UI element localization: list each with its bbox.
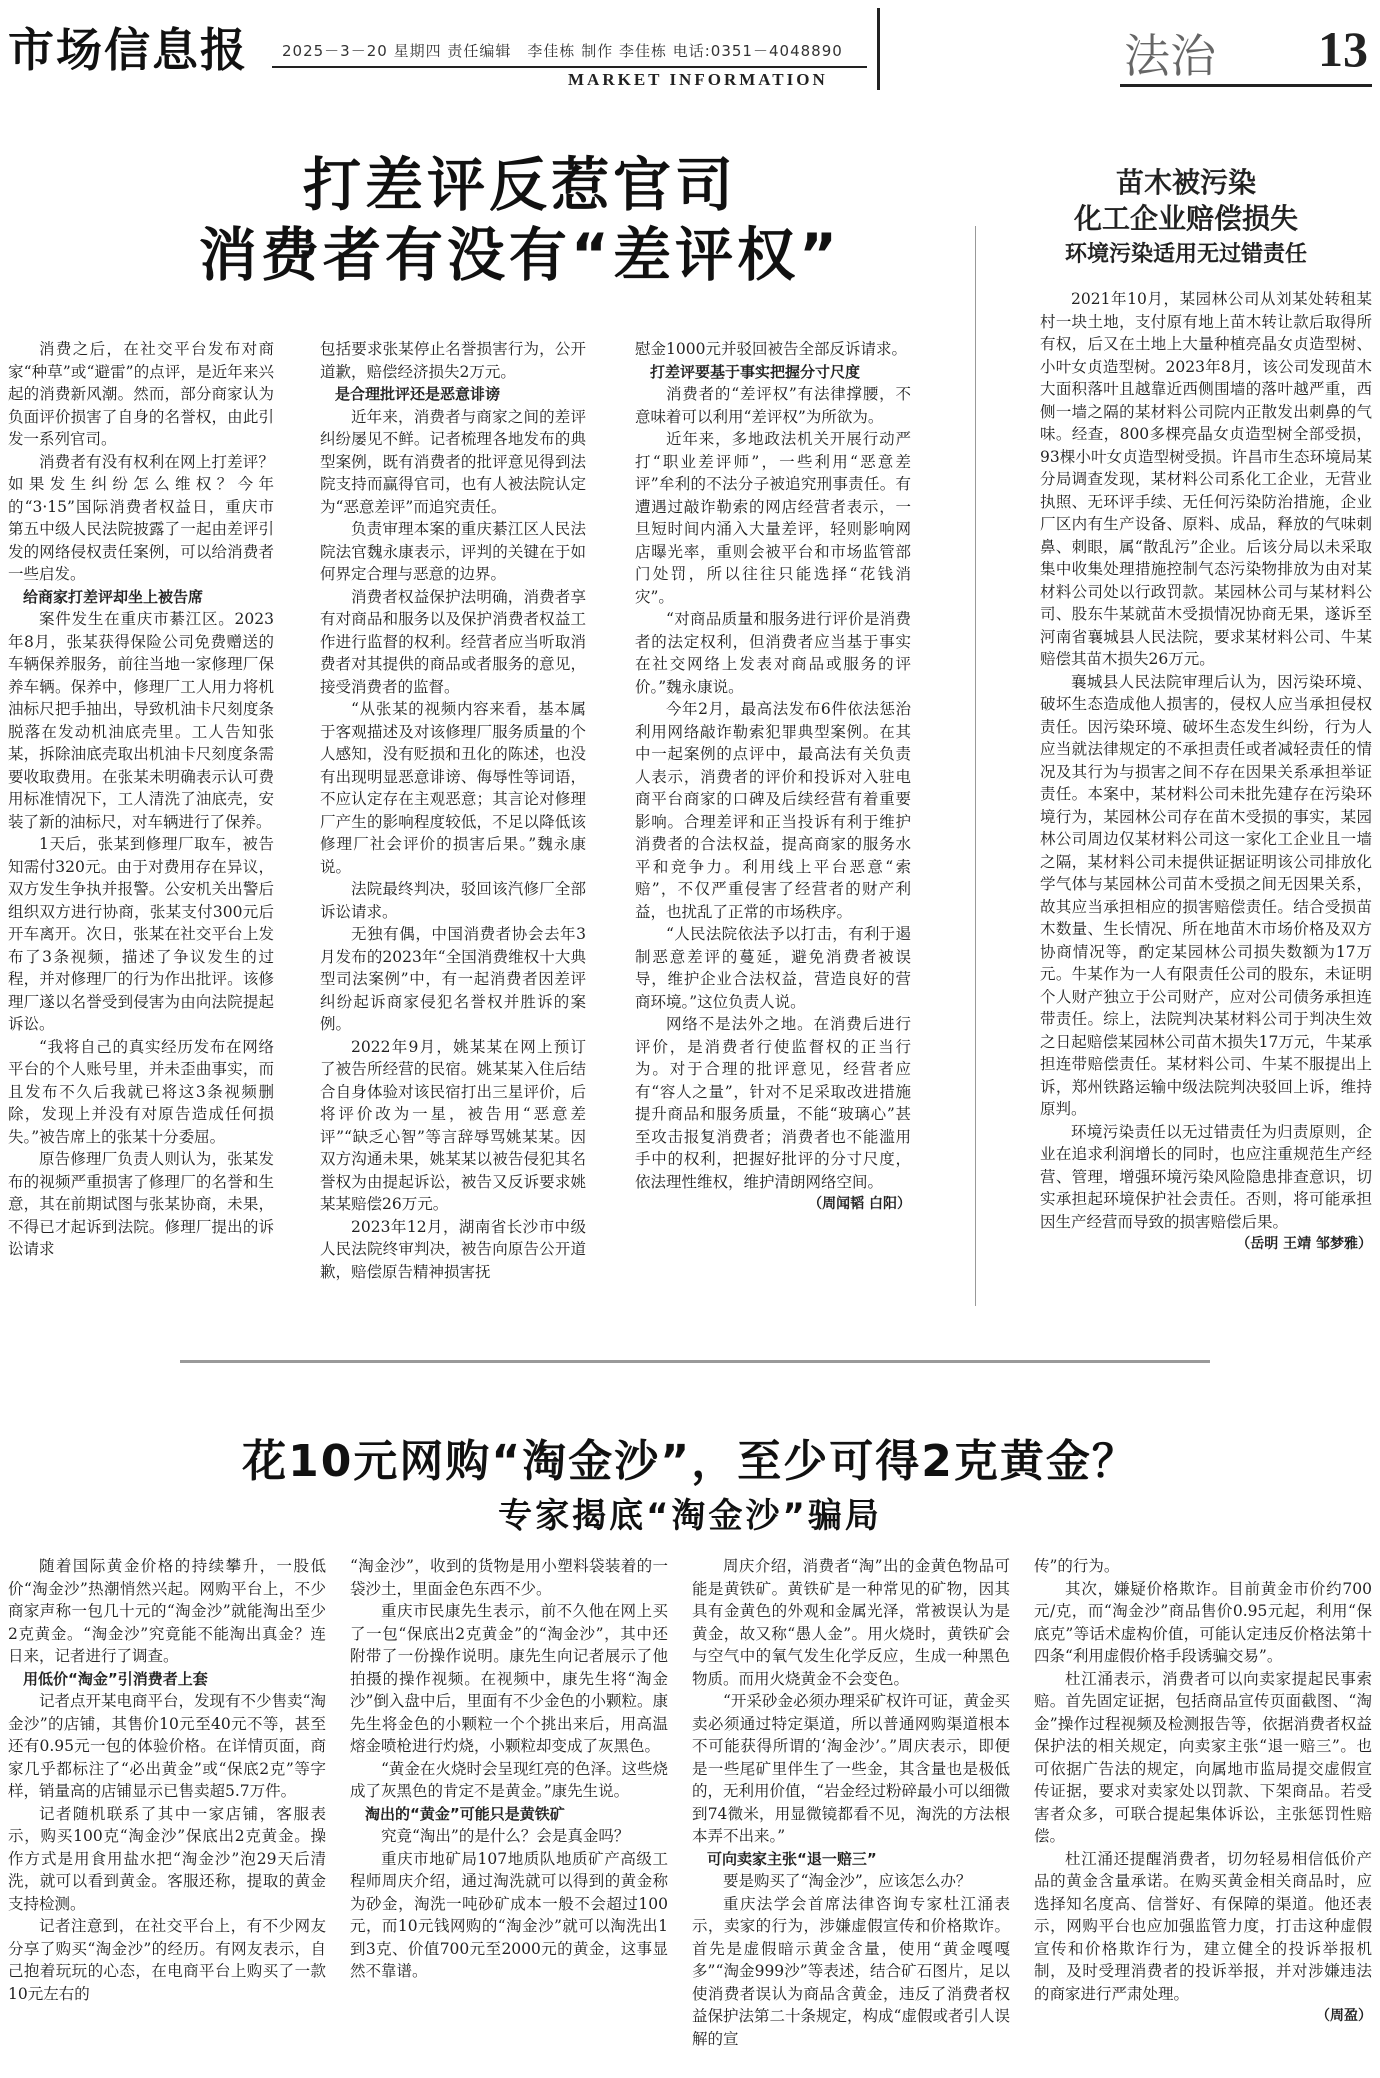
article2-subtitle: 专家揭底“淘金沙”骗局 xyxy=(498,1496,882,1536)
newspaper-logo: 市场信息报 xyxy=(8,23,248,77)
article1-title-line2: 消费者有没有“差评权” xyxy=(198,221,842,289)
paragraph: 重庆市民康先生表示，前不久他在网上买了一包“保底出2克黄金”的“淘金沙”，其中还附带了一份操作说明。康先生向记者展示了他拍摄的操作视频。在视频中，康先生将“淘金沙”倒入盘中后，里面有不少金色的小颗粒。康先生将金色的小颗粒一个个挑出来后，用高温熔金喷枪进行灼烧，小颗粒却变成了灰黑色。 xyxy=(350,1602,668,1755)
paragraph: 杜江涌还提醒消费者，切勿轻易相信低价产品的黄金含量承诺。在购买黄金相关商品时，应选择知名度高、信誉好、有保障的渠道。他还表示，网购平台也应加强监管力度，打击这种虚假宣传和价格欺诈行为，建立健全的投诉举报机制，及时受理消费者的投诉举报，并对涉嫌违法的商家进行严肃处理。 xyxy=(1034,1849,1372,2003)
sidebar-subtitle: 环境污染适用无过错责任 xyxy=(1064,242,1307,267)
paragraph: 记者注意到，在社交平台上，有不少网友分享了购买“淘金沙”的经历。有网友表示，自己抱着玩玩的心态，在电商平台上购买了一款10元左右的 xyxy=(8,1917,326,2003)
issue-date: 2025－3－20 xyxy=(282,42,388,60)
paragraph: 负责审理本案的重庆綦江区人民法院法官魏永康表示，评判的关键在于如何界定合理与恶意的边界。 xyxy=(320,520,586,583)
paragraph: 其次，嫌疑价格欺诈。目前黄金市价约700元/克，而“淘金沙”商品售价0.95元起，利用“保底克”等话术虚构价值，可能认定违反价格法第十四条“利用虚假价格手段诱骗交易”。 xyxy=(1034,1579,1372,1665)
paragraph: 近年来，消费者与商家之间的差评纠纷屡见不鲜。记者梳理各地发布的典型案例，既有消费者的批评意见得到法院支持而赢得官司，也有人被法院认定为“恶意差评”而追究责任。 xyxy=(320,407,586,516)
phone-number: 电话:0351－4048890 xyxy=(672,42,843,60)
sidebar-divider xyxy=(975,226,976,1306)
paragraph: 近年来，多地政法机关开展行动严打“职业差评师”，一些利用“恶意差评”牟利的不法分子被追究刑事责任。有遭遇过敲诈勒索的网店经营者表示，一旦短时间内涌入大量差评，轻则影响网店曝光率，重则会被平台和市场监管部门处罚，所以往往只能选择“花钱消灾”。 xyxy=(635,430,911,606)
paragraph: 周庆介绍，消费者“淘”出的金黄色物品可能是黄铁矿。黄铁矿是一种常见的矿物，因其具有金黄色的外观和金属光泽，常被误认为是黄金，故又称“愚人金”。用火烧时，黄铁矿会与空气中的氧气发生化学反应，生成一种黑色物质。而用火烧黄金不会变色。 xyxy=(692,1557,1010,1688)
paragraph: “开采砂金必须办理采矿权许可证，黄金买卖必须通过特定渠道，所以普通网购渠道根本不可能获得所谓的‘淘金沙’。”周庆表示，即便是一些尾矿里伴生了一些金，其含量也是极低的，无利用价值，“岩金经过粉碎最小可以细微到74微米，用显微镜都看不见，淘洗的方法根本弄不出来。” xyxy=(692,1692,1010,1845)
section-separator xyxy=(180,1360,1210,1363)
article2-column-4 xyxy=(1034,1555,1372,2070)
masthead-divider xyxy=(877,8,880,90)
paragraph: “从张某的视频内容来看，基本属于客观描述及对该修理厂服务质量的个人感知，没有贬损和丑化的陈述，也没有出现明显恶意诽谤、侮辱性等词语，不应认定存在主观恶意；其言论对修理厂产生的影响程度较低，不足以降低该修理厂社会评价的损害后果。”魏永康说。 xyxy=(320,700,586,876)
producer-credit: 制作 李佳栋 xyxy=(581,42,667,60)
issue-weekday: 星期四 xyxy=(393,42,442,60)
subheading: 给商家打差评却坐上被告席 xyxy=(23,587,204,606)
editor-credit: 责任编辑 李佳栋 xyxy=(447,42,576,60)
paragraph: “淘金沙”，收到的货物是用小塑料袋装着的一袋沙土，里面金色东西不少。 xyxy=(350,1557,668,1598)
paragraph: 究竟“淘出”的是什么？会是真金吗？ xyxy=(381,1827,630,1845)
paragraph: 网络不是法外之地。在消费后进行评价，是消费者行使监督权的正当行为。对于合理的批评意见，经营者应有“容人之量”，针对不足采取改进措施提升商品和服务质量，不能“玻璃心”甚至攻击报复消费者；消费者也不能滥用手中的权利，把握好批评的分寸尺度，依法理性维权，维护清朗网络空间。 xyxy=(635,1015,911,1191)
byline: （周闻韬 白阳） xyxy=(808,1196,911,1212)
paragraph: 1天后，张某到修理厂取车，被告知需付320元。由于对费用存在异议，双方发生争执并报警。公安机关出警后组织双方进行协商，张某支付300元后开车离开。次日，张某在社交平台上发布了3条视频，描述了争议发生的过程，并对修理厂的行为作出批评。该修理厂遂以名誉受到侵害为由向法院提起诉讼。 xyxy=(8,835,274,1033)
paragraph: 记者随机联系了其中一家店铺，客服表示，购买100克“淘金沙”保底出2克黄金。操作方式是用食用盐水把“淘金沙”泡29天后清洗，就可以看到黄金。客服还称，提取的黄金支持检测。 xyxy=(8,1804,326,1913)
paragraph: 无独有偶，中国消费者协会去年3月发布的2023年“全国消费维权十大典型司法案例”中，有一起消费者因差评纠纷起诉商家侵犯名誉权并胜诉的案例。 xyxy=(320,925,586,1033)
section-name: 法治 xyxy=(1124,29,1216,83)
article1-column-2 xyxy=(320,338,586,1303)
paragraph: 襄城县人民法院审理后认为，因污染环境、破坏生态造成他人损害的，侵权人应当承担侵权责任。因污染环境、破坏生态发生纠纷，行为人应当就法律规定的不承担责任或者减轻责任的情况及其行为与损害之间不存在因果关系承担举证责任。本案中，某材料公司未批先建存在污染环境行为，某园林公司存在苗木受损的事实，某园林公司周边仅某材料公司这一家化工企业且一墙之隔，某材料公司未提供证据证明该公司排放化学气体与某园林公司苗木受损之间无因果关系，故其应当承担相应的损害赔偿责任。结合受损苗木数量、生长情况、所在地苗木市场价格及双方协商情况等，酌定某园林公司损失数额为17万元。牛某作为一人有限责任公司的股东，未证明个人财产独立于公司财产，应对公司债务承担连带责任。综上，法院判决某材料公司于判决生效之日起赔偿某园林公司苗木损失17万元，牛某承担连带赔偿责任。某材料公司、牛某不服提出上诉，郑州铁路运输中级法院判决驳回上诉，维持原判。 xyxy=(1040,672,1372,1118)
paragraph: 法院最终判决，驳回该汽修厂全部诉讼请求。 xyxy=(320,880,586,921)
subheading: 打差评要基于事实把握分寸尺度 xyxy=(650,362,861,381)
paragraph: 案件发生在重庆市綦江区。2023年8月，张某获得保险公司免费赠送的车辆保养服务，前往当地一家修理厂保养车辆。保养中，修理厂工人用力将机油标尺把手抽出，导致机油卡尺刻度条脱落在发动机油底壳里。工人告知张某，拆除油底壳取出机油卡尺刻度条需要收取费用。在张某未明确表示认可费用标准情况下，工人清洗了油底壳，安装了新的油标尺，对车辆进行了保养。 xyxy=(8,610,274,831)
article1-column-1 xyxy=(8,338,274,1303)
paragraph: 今年2月，最高法发布6件依法惩治利用网络敲诈勒索犯罪典型案例。在其中一起案例的点评中，最高法有关负责人表示，消费者的评价和投诉对入驻电商平台商家的口碑及后续经营有着重要影响。合理差评和正当投诉有利于维护消费者的合法权益，提高商家的服务水平和竞争力。利用线上平台恶意“索赔”，不仅严重侵害了经营者的财产利益，也扰乱了正常的市场秩序。 xyxy=(635,700,911,921)
article2-column-3 xyxy=(692,1555,1010,2070)
byline: （周盈） xyxy=(1316,2008,1372,2024)
paragraph: 重庆市地矿局107地质队地质矿产高级工程师周庆介绍，通过淘洗就可以得到的黄金称为砂金，淘洗一吨砂矿成本一般不会超过100元，而10元钱网购的“淘金沙”就可以淘洗出1到3克、价值700元至2000元的黄金，这事显然不靠谱。 xyxy=(350,1849,668,1980)
paragraph: “人民法院依法予以打击，有利于遏制恶意差评的蔓延，避免消费者被误导，维护企业合法权益，营造良好的营商环境。”这位负责人说。 xyxy=(635,925,911,1011)
article1-column-3 xyxy=(635,338,911,1303)
paragraph: 消费者有没有权利在网上打差评？如果发生纠纷怎么维权？今年的“3·15”国际消费者权益日，重庆市第五中级人民法院披露了一起由差评引发的网络侵权责任案例，可以给消费者一些启发。 xyxy=(8,452,274,583)
sidebar-title-line1: 苗木被污染 xyxy=(1115,166,1256,199)
subheading: 淘出的“黄金”可能只是黄铁矿 xyxy=(365,1804,565,1823)
subheading: 用低价“淘金”引消费者上套 xyxy=(23,1669,208,1688)
article2-column-2 xyxy=(350,1555,668,2070)
paragraph: 环境污染责任以无过错责任为归责原则，企业在追求利润增长的同时，也应注重规范生产经营、管理，增强环境污染风险隐患排查意识，切实承担起环境保护社会责任。否则，将可能承担因生产经营而导致的损害赔偿后果。 xyxy=(1040,1122,1372,1231)
sidebar-title xyxy=(1000,165,1372,273)
article2-title: 花10元网购“淘金沙”，至少可得2克黄金？ xyxy=(242,1436,1138,1487)
byline: （岳明 王靖 邹梦雅） xyxy=(1236,1236,1372,1252)
paragraph: 随着国际黄金价格的持续攀升，一股低价“淘金沙”热潮悄然兴起。网购平台上，不少商家声称一包几十元的“淘金沙”就能淘出至少2克黄金。“淘金沙”究竟能不能淘出真金？连日来，记者进行了调查。 xyxy=(8,1557,326,1665)
sidebar-title-line2: 化工企业赔偿损失 xyxy=(1073,202,1298,235)
paragraph: “我将自己的真实经历发布在网络平台的个人账号里，并未歪曲事实，而且发布不久后我就已将这3条视频删除，发现上并没有对原告造成任何损失。”被告席上的张某十分委屈。 xyxy=(8,1037,274,1146)
paragraph: 包括要求张某停止名誉损害行为，公开道歉，赔偿经济损失2万元。 xyxy=(320,340,586,381)
paragraph: 原告修理厂负责人则认为，张某发布的视频严重损害了修理厂的名誉和生意，其在前期试图与张某协商，未果，不得已才起诉到法院。修理厂提出的诉讼请求 xyxy=(8,1150,274,1258)
paragraph: 慰金1000元并驳回被告全部反诉请求。 xyxy=(635,340,907,358)
masthead-rule xyxy=(272,66,867,68)
page-number: 13 xyxy=(1318,21,1368,77)
article2-column-1 xyxy=(8,1555,326,2070)
article1-title xyxy=(60,150,980,290)
paragraph: 2022年9月，姚某某在网上预订了被告所经营的民宿。姚某某入住后结合自身体验对该民宿打出三星评价，后将评价改为一星，被告用“恶意差评”“缺乏心智”等言辞辱骂姚某某。因双方沟通未果，姚某某以被告侵犯其名誉权为由提起诉讼，被告又反诉要求姚某某赔偿26万元。 xyxy=(320,1037,586,1213)
masthead-info xyxy=(282,40,843,61)
paragraph: 2023年12月，湖南省长沙市中级人民法院终审判决，被告向原告公开道歉，赔偿原告精神损害抚 xyxy=(320,1217,586,1281)
paragraph: 要是购买了“淘金沙”，应该怎么办？ xyxy=(723,1872,972,1890)
paragraph: 消费者的“差评权”有法律撑腰，不意味着可以利用“差评权”为所欲为。 xyxy=(635,385,911,426)
paragraph: 记者点开某电商平台，发现有不少售卖“淘金沙”的店铺，其售价10元至40元不等，甚至还有0.95元一包的体验价格。在详情页面，商家几乎都标注了“必出黄金”或“保底2克”等字样，销量高的店铺显示已售卖超5.7万件。 xyxy=(8,1692,326,1800)
paragraph: 2021年10月，某园林公司从刘某处转租某村一块土地，支付原有地上苗木转让款后取得所有权，后又在土地上大量种植亮晶女贞造型树、小叶女贞造型树。2023年8月，该公司发现苗木大面积落叶且越靠近西侧围墙的落叶越严重，西侧一墙之隔的某材料公司院内正散发出刺鼻的气味。经查，800多棵亮晶女贞造型树全部受损，93棵小叶女贞造型树受损。许昌市生态环境局某分局调查发现，某材料公司系化工企业，无营业执照、无环评手续、无任何污染防治措施，企业厂区内有生产设备、原料、成品，释放的气味刺鼻、刺眼，属“散乱污”企业。后该分局以未采取集中收集处理措施控制气态污染物排放为由对某材料公司处以行政罚款。某园林公司与某材料公司、股东牛某就苗木受损情况协商无果，遂诉至河南省襄城县人民法院，要求某材料公司、牛某赔偿其苗木损失26万元。 xyxy=(1040,290,1372,668)
paragraph: “对商品质量和服务进行评价是消费者的法定权利，但消费者应当基于事实在社交网络上发表对商品或服务的评价。”魏永康说。 xyxy=(635,610,911,696)
masthead-english: MARKET INFORMATION xyxy=(568,70,828,89)
subheading: 可向卖家主张“退一赔三” xyxy=(707,1849,877,1868)
paragraph: 杜江涌表示，消费者可以向卖家提起民事索赔。首先固定证据，包括商品宣传页面截图、“淘金”操作过程视频及检测报告等，依据消费者权益保护法的相关规定，向卖家主张“退一赔三”。也可依据广告法的规定，向属地市监局提交虚假宣传证据，要求对卖家处以罚款、下架商品。若受害者众多，可联合提起集体诉讼，主张惩罚性赔偿。 xyxy=(1034,1669,1372,1845)
paragraph: 重庆法学会首席法律咨询专家杜江涌表示，卖家的行为，涉嫌虚假宣传和价格欺诈。首先是虚假暗示黄金含量，使用“黄金嘎嘎多”“淘金999沙”等表述，结合矿石图片，足以使消费者误认为商品含黄金，违反了消费者权益保护法第二十条规定，构成“虚假或者引人误解的宣 xyxy=(692,1894,1010,2048)
subheading: 是合理批评还是恶意诽谤 xyxy=(335,385,501,403)
paragraph: 消费之后，在社交平台发布对商家“种草”或“避雷”的点评，是近年来兴起的消费新风潮。然而，部分商家认为负面评价损害了自身的名誉权，由此引发一系列官司。 xyxy=(8,340,274,448)
paragraph: 传”的行为。 xyxy=(1034,1557,1120,1575)
article1-title-line1: 打差评反惹官司 xyxy=(302,151,737,219)
paragraph: “黄金在火烧时会呈现红亮的色泽。这些烧成了灰黑色的肯定不是黄金。”康先生说。 xyxy=(350,1759,668,1800)
sidebar-body xyxy=(1040,288,1372,1288)
paragraph: 消费者权益保护法明确，消费者享有对商品和服务以及保护消费者权益工作进行监督的权利。经营者应当听取消费者对其提供的商品或者服务的意见，接受消费者的监督。 xyxy=(320,587,586,696)
